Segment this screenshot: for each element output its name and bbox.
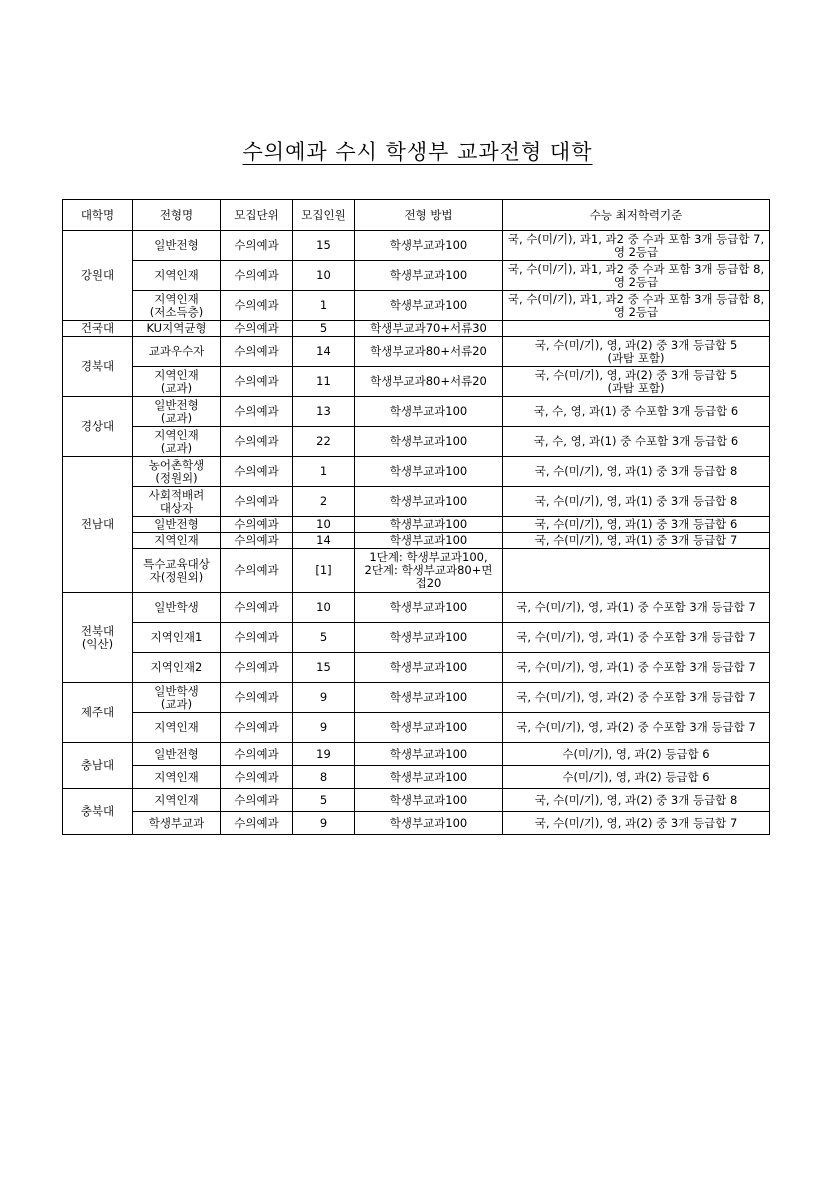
unit-cell: 수의예과	[221, 517, 293, 533]
track-name-cell: 지역인재	[133, 766, 221, 789]
header-count: 모집인원	[293, 200, 355, 231]
count-cell: 15	[293, 231, 355, 261]
table-row	[63, 743, 770, 766]
unit-cell: 수의예과	[221, 321, 293, 337]
header-unit: 모집단위	[221, 200, 293, 231]
method-cell: 학생부교과100	[355, 789, 503, 812]
table-row	[63, 517, 770, 533]
table-row	[63, 683, 770, 713]
unit-cell: 수의예과	[221, 653, 293, 683]
table-row	[63, 457, 770, 487]
track-name-cell: 지역인재	[133, 713, 221, 743]
track-name-cell: 지역인재1	[133, 623, 221, 653]
count-cell: 9	[293, 683, 355, 713]
method-cell: 학생부교과100	[355, 291, 503, 321]
method-cell: 학생부교과100	[355, 713, 503, 743]
table-row	[63, 653, 770, 683]
count-cell: 9	[293, 812, 355, 835]
table-body	[63, 231, 770, 835]
requirement-cell: 국, 수(미/기), 영, 과(1) 중 수포함 3개 등급합 7	[503, 653, 770, 683]
method-cell: 1단계: 학생부교과100, 2단계: 학생부교과80+면 접20	[355, 549, 503, 593]
count-cell: 5	[293, 321, 355, 337]
table-row	[63, 397, 770, 427]
table-row	[63, 291, 770, 321]
method-cell: 학생부교과100	[355, 397, 503, 427]
requirement-cell: 국, 수(미/기), 과1, 과2 중 수과 포함 3개 등급합 8, 영 2등급	[503, 291, 770, 321]
track-name-cell: 지역인재2	[133, 653, 221, 683]
count-cell: 13	[293, 397, 355, 427]
table-row	[63, 549, 770, 593]
table-row	[63, 766, 770, 789]
university-cell: 강원대	[63, 231, 133, 321]
unit-cell: 수의예과	[221, 457, 293, 487]
track-name-cell: 특수교육대상 자(정원외)	[133, 549, 221, 593]
track-name-cell: 일반전형 (교과)	[133, 397, 221, 427]
track-name-cell: 학생부교과	[133, 812, 221, 835]
header-track: 전형명	[133, 200, 221, 231]
count-cell: 19	[293, 743, 355, 766]
requirement-cell: 국, 수(미/기), 과1, 과2 중 수과 포함 3개 등급합 8, 영 2등급	[503, 261, 770, 291]
unit-cell: 수의예과	[221, 427, 293, 457]
table-row	[63, 367, 770, 397]
admissions-table	[62, 199, 770, 835]
track-name-cell: 사회적배려 대상자	[133, 487, 221, 517]
requirement-cell	[503, 549, 770, 593]
table-row	[63, 261, 770, 291]
table-row	[63, 337, 770, 367]
track-name-cell: 농어촌학생 (정원외)	[133, 457, 221, 487]
method-cell: 학생부교과100	[355, 457, 503, 487]
requirement-cell: 국, 수(미/기), 영, 과(1) 중 3개 등급합 8	[503, 457, 770, 487]
method-cell: 학생부교과100	[355, 427, 503, 457]
university-cell: 충남대	[63, 743, 133, 789]
unit-cell: 수의예과	[221, 231, 293, 261]
requirement-cell: 국, 수(미/기), 영, 과(1) 중 수포함 3개 등급합 7	[503, 593, 770, 623]
method-cell: 학생부교과100	[355, 261, 503, 291]
unit-cell: 수의예과	[221, 789, 293, 812]
unit-cell: 수의예과	[221, 549, 293, 593]
table-row	[63, 789, 770, 812]
requirement-cell: 국, 수(미/기), 영, 과(2) 중 3개 등급합 8	[503, 789, 770, 812]
count-cell: 10	[293, 593, 355, 623]
table-row	[63, 623, 770, 653]
method-cell: 학생부교과100	[355, 743, 503, 766]
page-title: 수의예과 수시 학생부 교과전형 대학	[242, 140, 593, 164]
unit-cell: 수의예과	[221, 291, 293, 321]
method-cell: 학생부교과100	[355, 623, 503, 653]
method-cell: 학생부교과100	[355, 653, 503, 683]
unit-cell: 수의예과	[221, 337, 293, 367]
requirement-cell: 국, 수(미/기), 영, 과(2) 중 3개 등급합 5 (과탐 포함)	[503, 337, 770, 367]
method-cell: 학생부교과100	[355, 766, 503, 789]
count-cell: 10	[293, 261, 355, 291]
unit-cell: 수의예과	[221, 261, 293, 291]
count-cell: 2	[293, 487, 355, 517]
requirement-cell	[503, 321, 770, 337]
requirement-cell: 수(미/기), 영, 과(2) 등급합 6	[503, 766, 770, 789]
track-name-cell: 지역인재	[133, 533, 221, 549]
header-method: 전형 방법	[355, 200, 503, 231]
method-cell: 학생부교과100	[355, 683, 503, 713]
requirement-cell: 국, 수(미/기), 영, 과(1) 중 3개 등급합 7	[503, 533, 770, 549]
unit-cell: 수의예과	[221, 766, 293, 789]
requirement-cell: 국, 수(미/기), 과1, 과2 중 수과 포함 3개 등급합 7, 영 2등급	[503, 231, 770, 261]
track-name-cell: 일반전형	[133, 743, 221, 766]
method-cell: 학생부교과70+서류30	[355, 321, 503, 337]
university-cell: 경북대	[63, 337, 133, 397]
requirement-cell: 국, 수(미/기), 영, 과(2) 중 3개 등급합 7	[503, 812, 770, 835]
count-cell: 9	[293, 713, 355, 743]
track-name-cell: 일반학생	[133, 593, 221, 623]
method-cell: 학생부교과100	[355, 487, 503, 517]
table-header-row	[63, 200, 770, 231]
track-name-cell: KU지역균형	[133, 321, 221, 337]
requirement-cell: 국, 수, 영, 과(1) 중 수포함 3개 등급합 6	[503, 427, 770, 457]
count-cell: 11	[293, 367, 355, 397]
table-row	[63, 533, 770, 549]
track-name-cell: 교과우수자	[133, 337, 221, 367]
count-cell: 14	[293, 533, 355, 549]
requirement-cell: 국, 수(미/기), 영, 과(2) 중 3개 등급합 5 (과탐 포함)	[503, 367, 770, 397]
count-cell: 1	[293, 291, 355, 321]
method-cell: 학생부교과100	[355, 812, 503, 835]
unit-cell: 수의예과	[221, 367, 293, 397]
count-cell: 14	[293, 337, 355, 367]
count-cell: 5	[293, 789, 355, 812]
table-row	[63, 713, 770, 743]
count-cell: [1]	[293, 549, 355, 593]
requirement-cell: 국, 수(미/기), 영, 과(1) 중 3개 등급합 6	[503, 517, 770, 533]
table-row	[63, 593, 770, 623]
track-name-cell: 지역인재	[133, 789, 221, 812]
table-row	[63, 321, 770, 337]
track-name-cell: 지역인재	[133, 261, 221, 291]
method-cell: 학생부교과100	[355, 533, 503, 549]
track-name-cell: 일반전형	[133, 231, 221, 261]
method-cell: 학생부교과100	[355, 231, 503, 261]
unit-cell: 수의예과	[221, 533, 293, 549]
track-name-cell: 지역인재 (교과)	[133, 427, 221, 457]
method-cell: 학생부교과80+서류20	[355, 337, 503, 367]
track-name-cell: 일반전형	[133, 517, 221, 533]
university-cell: 충북대	[63, 789, 133, 835]
method-cell: 학생부교과80+서류20	[355, 367, 503, 397]
count-cell: 1	[293, 457, 355, 487]
unit-cell: 수의예과	[221, 683, 293, 713]
count-cell: 10	[293, 517, 355, 533]
unit-cell: 수의예과	[221, 743, 293, 766]
count-cell: 5	[293, 623, 355, 653]
header-requirement: 수능 최저학력기준	[503, 200, 770, 231]
table-row	[63, 812, 770, 835]
count-cell: 22	[293, 427, 355, 457]
track-name-cell: 일반학생 (교과)	[133, 683, 221, 713]
unit-cell: 수의예과	[221, 713, 293, 743]
requirement-cell: 국, 수(미/기), 영, 과(2) 중 수포함 3개 등급합 7	[503, 683, 770, 713]
table-row	[63, 427, 770, 457]
requirement-cell: 국, 수(미/기), 영, 과(1) 중 3개 등급합 8	[503, 487, 770, 517]
method-cell: 학생부교과100	[355, 593, 503, 623]
requirement-cell: 수(미/기), 영, 과(2) 등급합 6	[503, 743, 770, 766]
requirement-cell: 국, 수, 영, 과(1) 중 수포함 3개 등급합 6	[503, 397, 770, 427]
university-cell: 전남대	[63, 457, 133, 593]
header-university: 대학명	[63, 200, 133, 231]
track-name-cell: 지역인재 (교과)	[133, 367, 221, 397]
university-cell: 전북대 (익산)	[63, 593, 133, 683]
university-cell: 건국대	[63, 321, 133, 337]
unit-cell: 수의예과	[221, 397, 293, 427]
table-row	[63, 231, 770, 261]
requirement-cell: 국, 수(미/기), 영, 과(1) 중 수포함 3개 등급합 7	[503, 623, 770, 653]
table-row	[63, 487, 770, 517]
track-name-cell: 지역인재 (저소득층)	[133, 291, 221, 321]
requirement-cell: 국, 수(미/기), 영, 과(2) 중 수포함 3개 등급합 7	[503, 713, 770, 743]
count-cell: 8	[293, 766, 355, 789]
unit-cell: 수의예과	[221, 593, 293, 623]
unit-cell: 수의예과	[221, 623, 293, 653]
unit-cell: 수의예과	[221, 812, 293, 835]
unit-cell: 수의예과	[221, 487, 293, 517]
university-cell: 제주대	[63, 683, 133, 743]
method-cell: 학생부교과100	[355, 517, 503, 533]
university-cell: 경상대	[63, 397, 133, 457]
count-cell: 15	[293, 653, 355, 683]
